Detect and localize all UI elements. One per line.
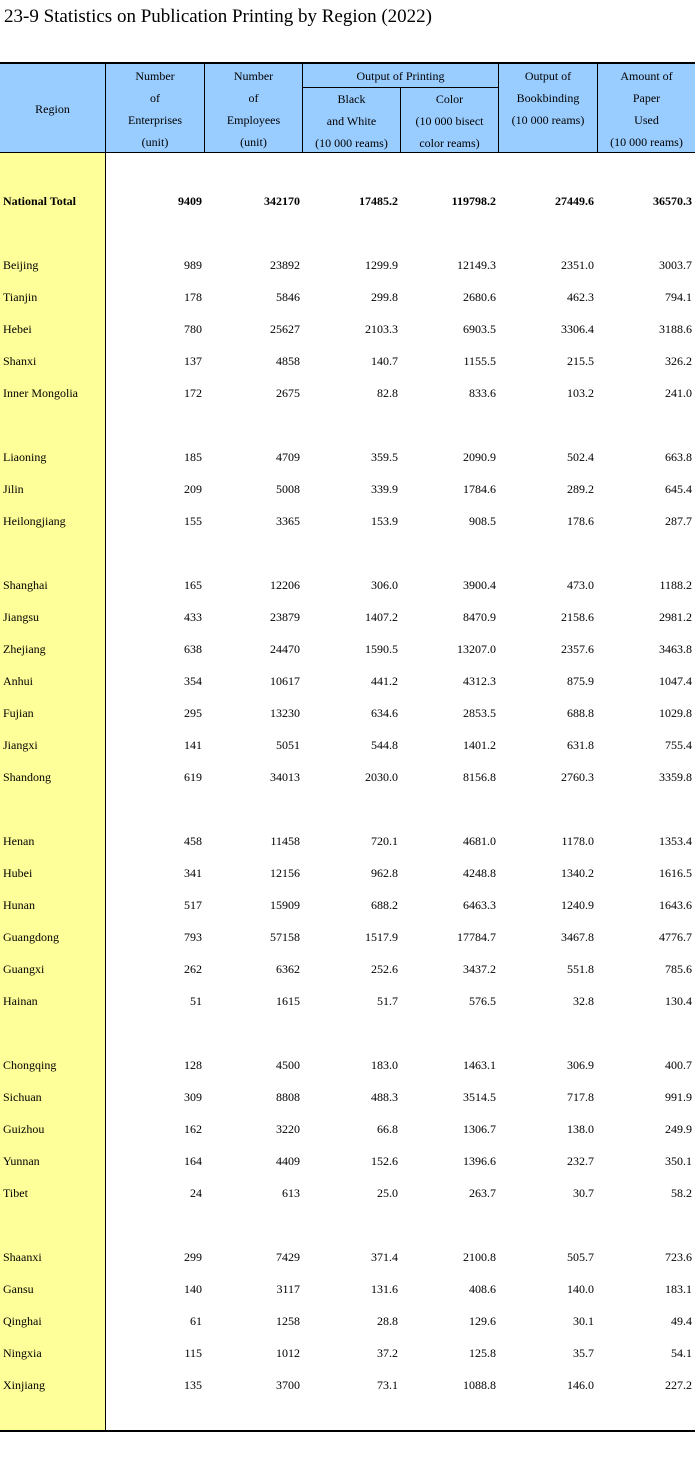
cell-paper: 723.6 (665, 1250, 692, 1264)
cell-bw: 1590.5 (365, 642, 398, 656)
cell-color: 1306.7 (463, 1122, 496, 1136)
table-row (0, 1182, 695, 1204)
cell-color: 6463.3 (463, 898, 496, 912)
cell-bookbinding: 140.0 (567, 1282, 594, 1296)
table-row (0, 862, 695, 884)
cell-color: 8156.8 (463, 770, 496, 784)
table-row (0, 190, 695, 212)
region-name: Gansu (3, 1282, 34, 1296)
cell-enterprises: 295 (184, 706, 202, 720)
header-color: Color (10 000 bisect color reams) (415, 91, 484, 150)
cell-employees: 4858 (276, 354, 300, 368)
cell-paper: 991.9 (665, 1090, 692, 1104)
cell-enterprises: 341 (184, 866, 202, 880)
region-name: Guangdong (3, 930, 59, 944)
table-row (0, 606, 695, 628)
header-output-printing: Output of Printing (356, 69, 445, 83)
table-row (0, 574, 695, 596)
cell-paper: 663.8 (665, 450, 692, 464)
table-row (0, 1374, 695, 1396)
header-paper-used: Amount of Paper Used (10 000 reams) (610, 69, 683, 149)
cell-bw: 252.6 (371, 962, 398, 976)
cell-enterprises: 517 (184, 898, 202, 912)
table-row (0, 990, 695, 1012)
table-row (0, 1118, 695, 1140)
table-row (0, 702, 695, 724)
cell-color: 125.8 (469, 1346, 496, 1360)
cell-bw: 140.7 (371, 354, 398, 368)
table-row (0, 1246, 695, 1268)
region-name: Ningxia (3, 1346, 42, 1360)
cell-bookbinding: 146.0 (567, 1378, 594, 1392)
cell-employees: 10617 (270, 674, 300, 688)
region-name: Hubei (3, 866, 33, 880)
cell-color: 3437.2 (463, 962, 496, 976)
cell-bw: 299.8 (371, 290, 398, 304)
cell-bookbinding: 35.7 (573, 1346, 594, 1360)
cell-enterprises: 989 (184, 258, 202, 272)
table-bottom-rule (0, 1430, 695, 1432)
cell-color: 3900.4 (463, 578, 496, 592)
cell-bw: 962.8 (371, 866, 398, 880)
table-row (0, 318, 695, 340)
cell-bookbinding: 551.8 (567, 962, 594, 976)
cell-bw: 66.8 (377, 1122, 398, 1136)
cell-bookbinding: 1240.9 (561, 898, 594, 912)
cell-color: 13207.0 (457, 642, 496, 656)
cell-paper: 183.1 (665, 1282, 692, 1296)
cell-bw: 441.2 (371, 674, 398, 688)
table-row (0, 638, 695, 660)
cell-enterprises: 155 (184, 514, 202, 528)
cell-enterprises: 165 (184, 578, 202, 592)
cell-paper: 1047.4 (659, 674, 692, 688)
cell-color: 17784.7 (457, 930, 496, 944)
cell-bw: 634.6 (371, 706, 398, 720)
cell-enterprises: 209 (184, 482, 202, 496)
cell-bw: 339.9 (371, 482, 398, 496)
table-row (0, 830, 695, 852)
region-name: Yunnan (3, 1154, 40, 1168)
cell-employees: 4709 (276, 450, 300, 464)
cell-color: 119798.2 (451, 194, 496, 208)
region-name: National Total (3, 194, 77, 208)
cell-color: 2853.5 (463, 706, 496, 720)
cell-employees: 24470 (270, 642, 300, 656)
table-row (0, 1086, 695, 1108)
cell-enterprises: 638 (184, 642, 202, 656)
cell-bw: 720.1 (371, 834, 398, 848)
cell-employees: 13230 (270, 706, 300, 720)
table-row (0, 382, 695, 404)
cell-enterprises: 9409 (178, 194, 202, 208)
cell-paper: 2981.2 (659, 610, 692, 624)
cell-color: 833.6 (469, 386, 496, 400)
cell-paper: 755.4 (665, 738, 692, 752)
cell-color: 576.5 (469, 994, 496, 1008)
cell-bookbinding: 2351.0 (561, 258, 594, 272)
cell-bookbinding: 2760.3 (561, 770, 594, 784)
cell-bw: 371.4 (371, 1250, 398, 1264)
region-column-rule (105, 153, 106, 1430)
region-name: Sichuan (3, 1090, 42, 1104)
cell-color: 6903.5 (463, 322, 496, 336)
cell-employees: 6362 (276, 962, 300, 976)
region-name: Hunan (3, 898, 35, 912)
cell-bw: 28.8 (377, 1314, 398, 1328)
cell-employees: 57158 (270, 930, 300, 944)
cell-employees: 12206 (270, 578, 300, 592)
region-name: Guizhou (3, 1122, 45, 1136)
cell-color: 1463.1 (463, 1058, 496, 1072)
region-name: Xinjiang (3, 1378, 45, 1392)
cell-employees: 3700 (276, 1378, 300, 1392)
region-name: Zhejiang (3, 642, 46, 656)
cell-employees: 23892 (270, 258, 300, 272)
table-row (0, 766, 695, 788)
cell-bw: 488.3 (371, 1090, 398, 1104)
cell-employees: 5051 (276, 738, 300, 752)
cell-bw: 2103.3 (365, 322, 398, 336)
cell-paper: 49.4 (671, 1314, 692, 1328)
region-name: Jilin (3, 482, 24, 496)
cell-enterprises: 458 (184, 834, 202, 848)
cell-paper: 249.9 (665, 1122, 692, 1136)
cell-paper: 36570.3 (653, 194, 692, 208)
cell-bookbinding: 27449.6 (555, 194, 594, 208)
cell-bookbinding: 289.2 (567, 482, 594, 496)
region-name: Heilongjiang (3, 514, 66, 528)
cell-bookbinding: 717.8 (567, 1090, 594, 1104)
cell-enterprises: 135 (184, 1378, 202, 1392)
cell-bookbinding: 1340.2 (561, 866, 594, 880)
cell-paper: 645.4 (665, 482, 692, 496)
region-name: Henan (3, 834, 35, 848)
cell-color: 908.5 (469, 514, 496, 528)
cell-bw: 1407.2 (365, 610, 398, 624)
cell-paper: 54.1 (671, 1346, 692, 1360)
cell-color: 4312.3 (463, 674, 496, 688)
cell-bookbinding: 138.0 (567, 1122, 594, 1136)
cell-bookbinding: 688.8 (567, 706, 594, 720)
cell-bw: 359.5 (371, 450, 398, 464)
cell-paper: 227.2 (665, 1378, 692, 1392)
cell-enterprises: 51 (190, 994, 202, 1008)
region-name: Jiangsu (3, 610, 39, 624)
cell-color: 2100.8 (463, 1250, 496, 1264)
header-employees: Number of Employees (unit) (226, 69, 281, 149)
region-name: Hebei (3, 322, 32, 336)
cell-employees: 8808 (276, 1090, 300, 1104)
cell-employees: 5846 (276, 290, 300, 304)
cell-employees: 15909 (270, 898, 300, 912)
cell-enterprises: 115 (184, 1346, 202, 1360)
header-enterprises: Number of Enterprises (unit) (128, 69, 182, 149)
page-title: 23-9 Statistics on Publication Printing by Region (2022) (4, 6, 433, 27)
cell-employees: 4409 (276, 1154, 300, 1168)
cell-enterprises: 262 (184, 962, 202, 976)
cell-paper: 1643.6 (659, 898, 692, 912)
cell-employees: 2675 (276, 386, 300, 400)
cell-bw: 25.0 (377, 1186, 398, 1200)
cell-bw: 73.1 (377, 1378, 398, 1392)
table-row (0, 958, 695, 980)
table-row (0, 1278, 695, 1300)
region-name: Shaanxi (3, 1250, 42, 1264)
cell-paper: 1616.5 (659, 866, 692, 880)
cell-bookbinding: 30.7 (573, 1186, 594, 1200)
cell-bookbinding: 3467.8 (561, 930, 594, 944)
cell-enterprises: 309 (184, 1090, 202, 1104)
cell-bw: 544.8 (371, 738, 398, 752)
cell-enterprises: 141 (184, 738, 202, 752)
cell-enterprises: 185 (184, 450, 202, 464)
cell-enterprises: 164 (184, 1154, 202, 1168)
cell-bookbinding: 473.0 (567, 578, 594, 592)
region-name: Beijing (3, 258, 39, 272)
cell-employees: 3117 (276, 1282, 300, 1296)
cell-paper: 4776.7 (659, 930, 692, 944)
cell-bookbinding: 875.9 (567, 674, 594, 688)
cell-paper: 785.6 (665, 962, 692, 976)
cell-paper: 794.1 (665, 290, 692, 304)
cell-color: 2090.9 (463, 450, 496, 464)
cell-paper: 1029.8 (659, 706, 692, 720)
region-name: Fujian (3, 706, 34, 720)
table-row (0, 286, 695, 308)
cell-paper: 130.4 (665, 994, 692, 1008)
cell-bw: 37.2 (377, 1346, 398, 1360)
region-name: Inner Mongolia (3, 386, 78, 400)
cell-paper: 350.1 (665, 1154, 692, 1168)
cell-color: 1401.2 (463, 738, 496, 752)
cell-paper: 287.7 (665, 514, 692, 528)
cell-color: 4681.0 (463, 834, 496, 848)
cell-color: 263.7 (469, 1186, 496, 1200)
cell-enterprises: 299 (184, 1250, 202, 1264)
table-row (0, 446, 695, 468)
cell-bw: 306.0 (371, 578, 398, 592)
table-row (0, 1150, 695, 1172)
region-name: Guangxi (3, 962, 45, 976)
cell-paper: 326.2 (665, 354, 692, 368)
cell-employees: 1012 (276, 1346, 300, 1360)
cell-bookbinding: 30.1 (573, 1314, 594, 1328)
cell-enterprises: 61 (190, 1314, 202, 1328)
table-row (0, 926, 695, 948)
cell-bw: 17485.2 (359, 194, 398, 208)
cell-color: 1396.6 (463, 1154, 496, 1168)
cell-employees: 1615 (276, 994, 300, 1008)
cell-color: 408.6 (469, 1282, 496, 1296)
cell-bw: 131.6 (371, 1282, 398, 1296)
cell-bookbinding: 32.8 (573, 994, 594, 1008)
cell-bookbinding: 631.8 (567, 738, 594, 752)
cell-paper: 400.7 (665, 1058, 692, 1072)
cell-paper: 3188.6 (659, 322, 692, 336)
cell-employees: 7429 (276, 1250, 300, 1264)
region-name: Qinghai (3, 1314, 42, 1328)
cell-paper: 3003.7 (659, 258, 692, 272)
table-row (0, 1342, 695, 1364)
cell-paper: 3359.8 (659, 770, 692, 784)
cell-employees: 5008 (276, 482, 300, 496)
region-column-shade (0, 153, 105, 1430)
cell-bookbinding: 462.3 (567, 290, 594, 304)
cell-bw: 183.0 (371, 1058, 398, 1072)
cell-bookbinding: 215.5 (567, 354, 594, 368)
cell-enterprises: 172 (184, 386, 202, 400)
cell-bw: 51.7 (377, 994, 398, 1008)
cell-bw: 1517.9 (365, 930, 398, 944)
table-row (0, 734, 695, 756)
region-name: Shandong (3, 770, 51, 784)
cell-enterprises: 433 (184, 610, 202, 624)
cell-enterprises: 780 (184, 322, 202, 336)
header-region: Region (35, 101, 70, 116)
cell-bookbinding: 505.7 (567, 1250, 594, 1264)
cell-bookbinding: 3306.4 (561, 322, 594, 336)
cell-color: 129.6 (469, 1314, 496, 1328)
region-name: Tibet (3, 1186, 28, 1200)
cell-employees: 25627 (270, 322, 300, 336)
cell-enterprises: 137 (184, 354, 202, 368)
cell-bookbinding: 1178.0 (561, 834, 594, 848)
cell-bw: 688.2 (371, 898, 398, 912)
cell-paper: 58.2 (671, 1186, 692, 1200)
cell-employees: 4500 (276, 1058, 300, 1072)
cell-color: 4248.8 (463, 866, 496, 880)
cell-color: 8470.9 (463, 610, 496, 624)
cell-color: 2680.6 (463, 290, 496, 304)
cell-employees: 613 (282, 1186, 300, 1200)
cell-enterprises: 162 (184, 1122, 202, 1136)
cell-color: 3514.5 (463, 1090, 496, 1104)
table-row (0, 894, 695, 916)
table-row (0, 350, 695, 372)
cell-color: 12149.3 (457, 258, 496, 272)
table-row (0, 1310, 695, 1332)
cell-employees: 11458 (270, 834, 300, 848)
region-name: Hainan (3, 994, 38, 1008)
cell-enterprises: 619 (184, 770, 202, 784)
table-row (0, 254, 695, 276)
region-name: Tianjin (3, 290, 38, 304)
cell-paper: 1188.2 (659, 578, 692, 592)
cell-bookbinding: 103.2 (567, 386, 594, 400)
table-row (0, 1054, 695, 1076)
cell-color: 1155.5 (463, 354, 496, 368)
cell-bookbinding: 502.4 (567, 450, 594, 464)
cell-enterprises: 140 (184, 1282, 202, 1296)
header-black-and-white: Black and White (10 000 reams) (315, 91, 388, 150)
cell-paper: 241.0 (665, 386, 692, 400)
cell-bw: 82.8 (377, 386, 398, 400)
cell-color: 1784.6 (463, 482, 496, 496)
cell-enterprises: 793 (184, 930, 202, 944)
region-name: Chongqing (3, 1058, 57, 1072)
region-name: Shanxi (3, 354, 37, 368)
cell-color: 1088.8 (463, 1378, 496, 1392)
cell-employees: 3220 (276, 1122, 300, 1136)
cell-bw: 2030.0 (365, 770, 398, 784)
cell-employees: 342170 (264, 194, 300, 208)
region-name: Shanghai (3, 578, 48, 592)
cell-enterprises: 128 (184, 1058, 202, 1072)
cell-bw: 153.9 (371, 514, 398, 528)
header-bookbinding: Output of Bookbinding (10 000 reams) (511, 69, 585, 127)
cell-bookbinding: 2357.6 (561, 642, 594, 656)
cell-employees: 12156 (270, 866, 300, 880)
cell-employees: 1258 (276, 1314, 300, 1328)
cell-bw: 152.6 (371, 1154, 398, 1168)
cell-bookbinding: 232.7 (567, 1154, 594, 1168)
cell-enterprises: 178 (184, 290, 202, 304)
cell-employees: 23879 (270, 610, 300, 624)
table-row (0, 510, 695, 532)
cell-bookbinding: 306.9 (567, 1058, 594, 1072)
cell-enterprises: 354 (184, 674, 202, 688)
region-name: Liaoning (3, 450, 47, 464)
cell-bw: 1299.9 (365, 258, 398, 272)
cell-employees: 34013 (270, 770, 300, 784)
cell-paper: 1353.4 (659, 834, 692, 848)
table-row (0, 478, 695, 500)
cell-employees: 3365 (276, 514, 300, 528)
region-name: Anhui (3, 674, 33, 688)
cell-paper: 3463.8 (659, 642, 692, 656)
cell-enterprises: 24 (190, 1186, 202, 1200)
region-name: Jiangxi (3, 738, 38, 752)
cell-bookbinding: 178.6 (567, 514, 594, 528)
cell-bookbinding: 2158.6 (561, 610, 594, 624)
table-row (0, 670, 695, 692)
